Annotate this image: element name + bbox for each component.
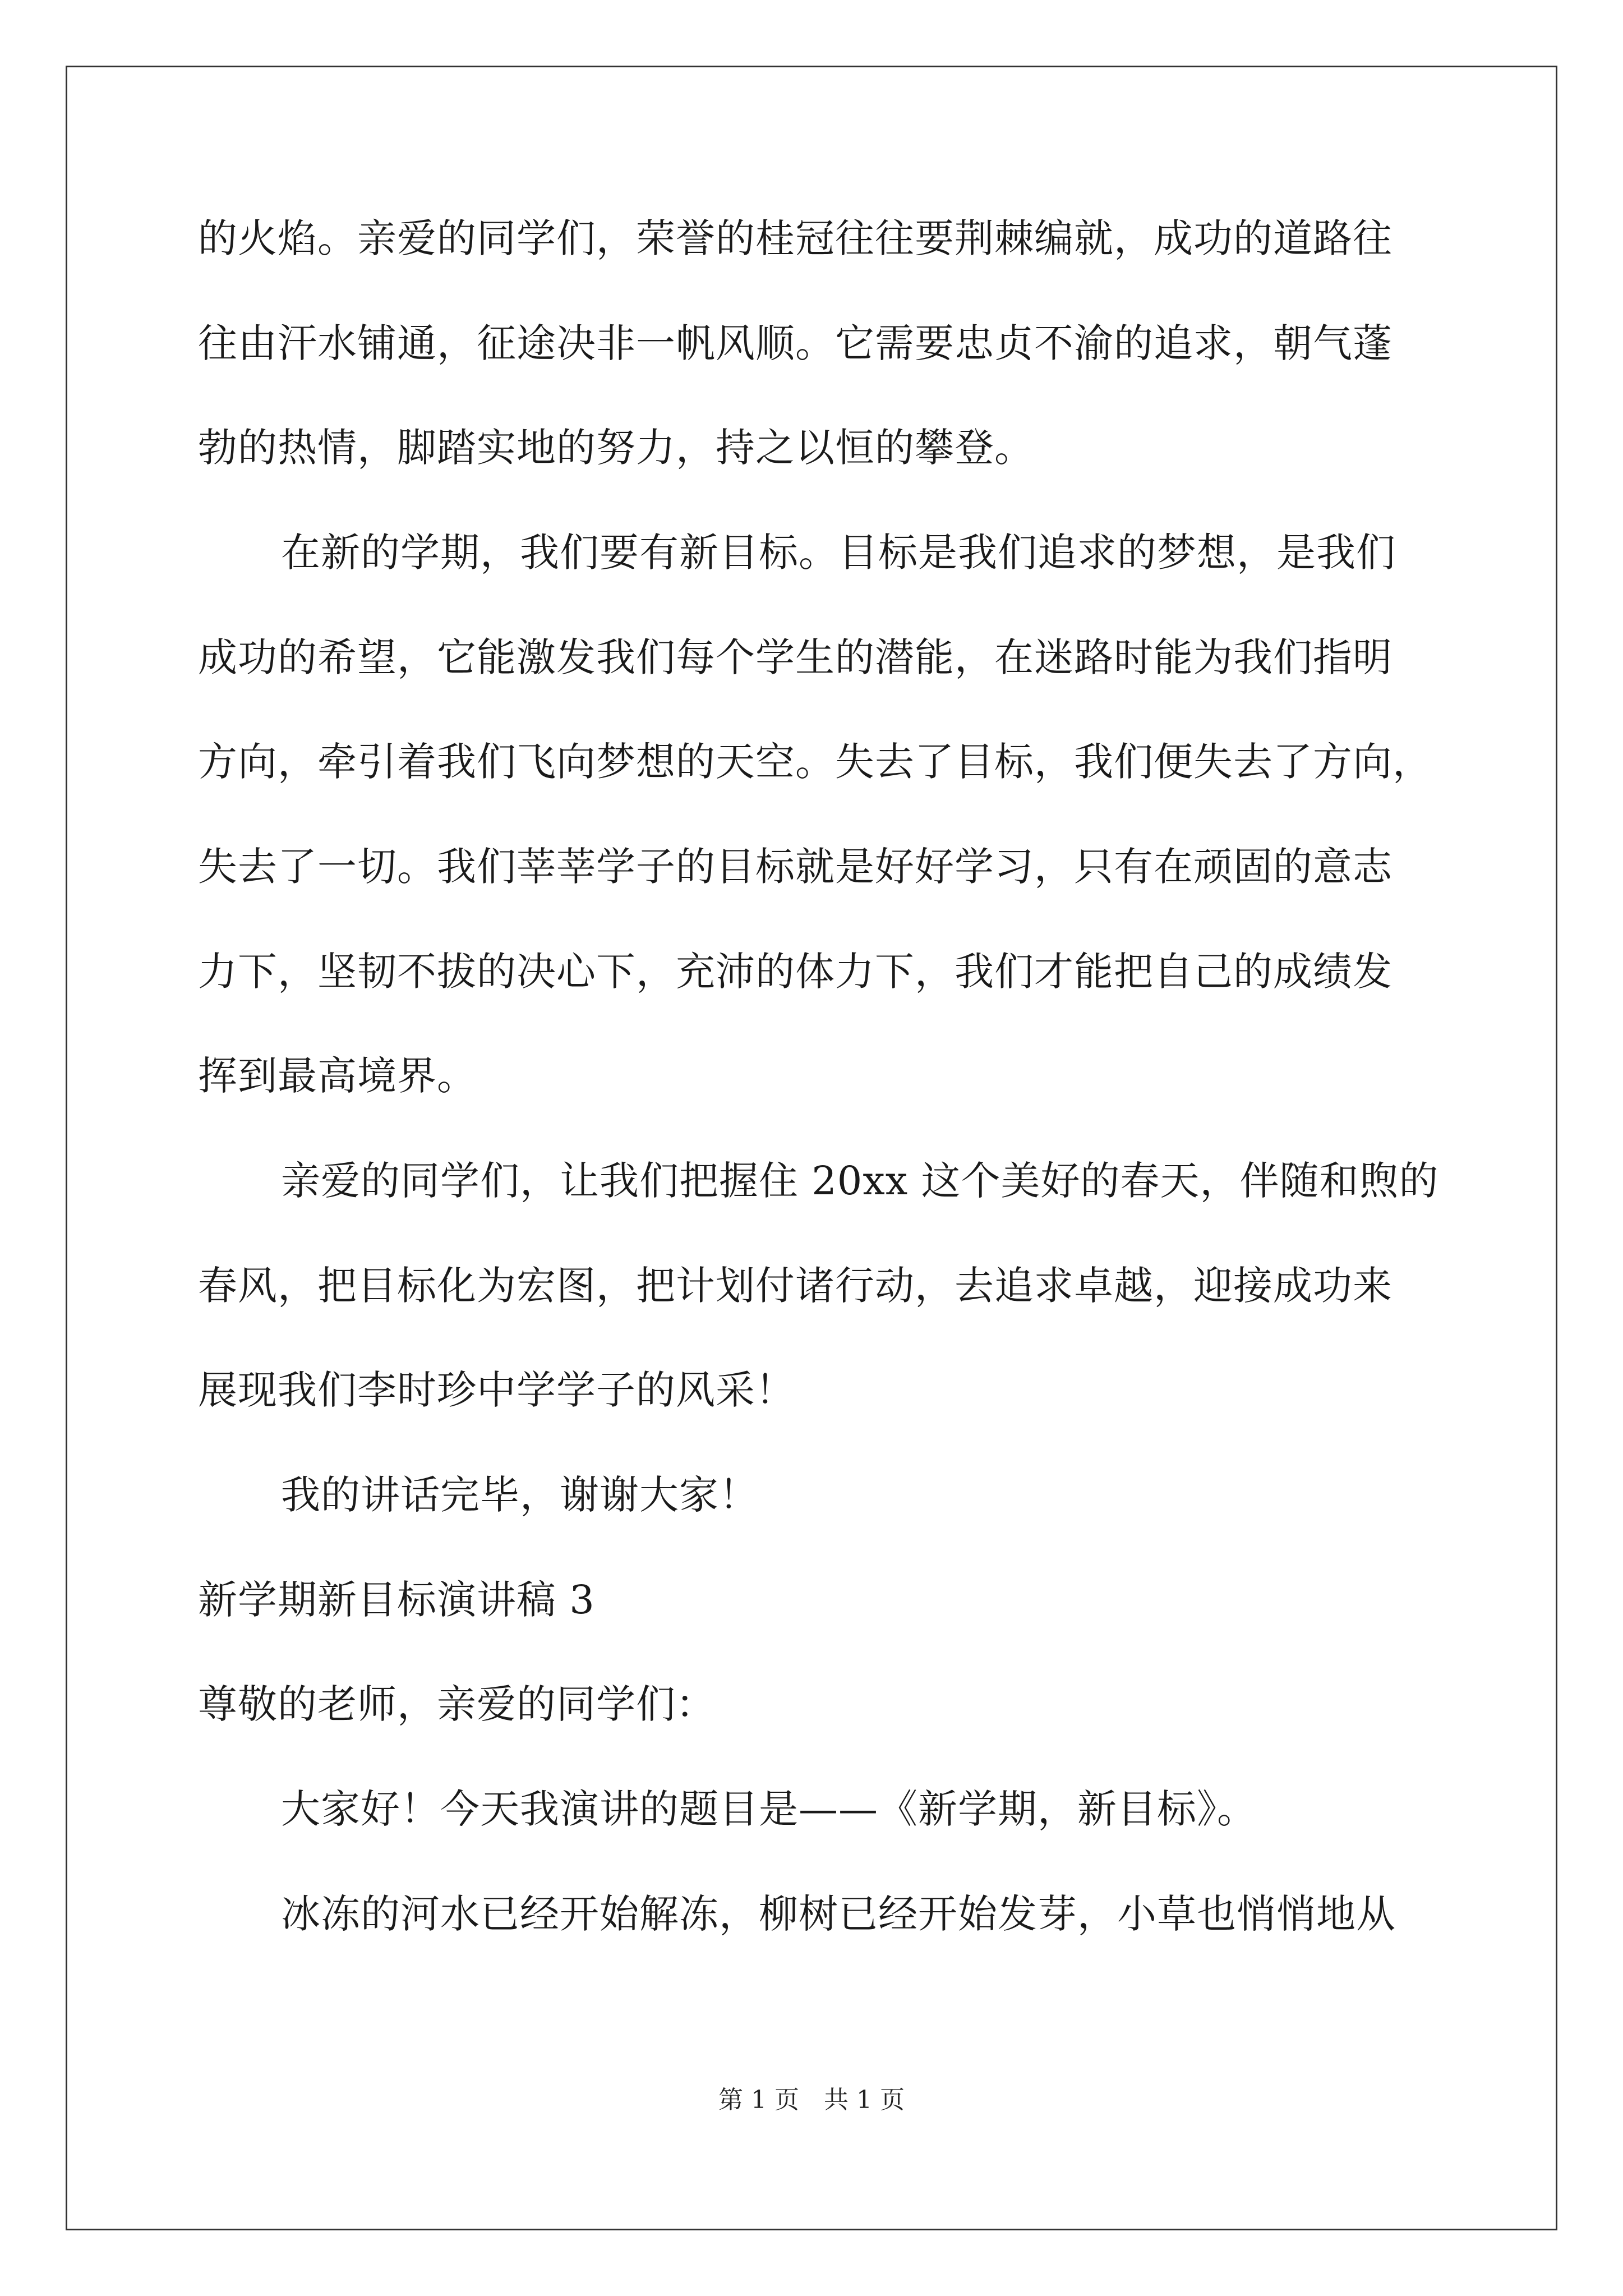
paragraph-line: 的火焰。亲爱的同学们，荣誉的桂冠往往要荆棘编就，成功的道路往 [198,215,1393,261]
paragraph-line: 亲爱的同学们，让我们把握住 20xx 这个美好的春天，伴随和煦的 [281,1158,1439,1204]
page-count: 共 1 页 [824,2086,905,2114]
paragraph-line: 失去了一切。我们莘莘学子的目标就是好好学习，只有在顽固的意志 [198,844,1393,890]
paragraph-line: 挥到最高境界。 [198,1053,477,1099]
salutation: 尊敬的老师，亲爱的同学们： [198,1681,716,1727]
section-heading: 新学期新目标演讲稿 3 [198,1577,595,1623]
paragraph-line: 春风，把目标化为宏图，把计划付诸行动，去追求卓越，迎接成功来 [198,1263,1393,1309]
paragraph-line: 力下，坚韧不拔的决心下，充沛的体力下，我们才能把自己的成绩发 [198,949,1393,995]
page-number: 第 1 页 [718,2086,799,2114]
paragraph-line: 往由汗水铺通，征途决非一帆风顺。它需要忠贞不渝的追求，朝气蓬 [198,320,1393,366]
document-body [198,215,1439,1937]
page-footer [0,2086,1623,2115]
paragraph-line: 展现我们李时珍中学学子的风采！ [198,1367,795,1413]
paragraph-line: 大家好！今天我演讲的题目是——《新学期，新目标》。 [281,1786,1257,1832]
paragraph-line: 方向，牵引着我们飞向梦想的天空。失去了目标，我们便失去了方向， [198,739,1432,785]
paragraph-line: 我的讲话完毕，谢谢大家！ [281,1472,759,1518]
paragraph-line: 成功的希望，它能激发我们每个学生的潜能，在迷路时能为我们指明 [198,634,1393,680]
paragraph-line: 勃的热情，脚踏实地的努力，持之以恒的攀登。 [198,425,1034,471]
paragraph-line: 冰冻的河水已经开始解冻，柳树已经开始发芽，小草也悄悄地从 [281,1891,1396,1937]
paragraph-line: 在新的学期，我们要有新目标。目标是我们追求的梦想，是我们 [281,530,1396,576]
